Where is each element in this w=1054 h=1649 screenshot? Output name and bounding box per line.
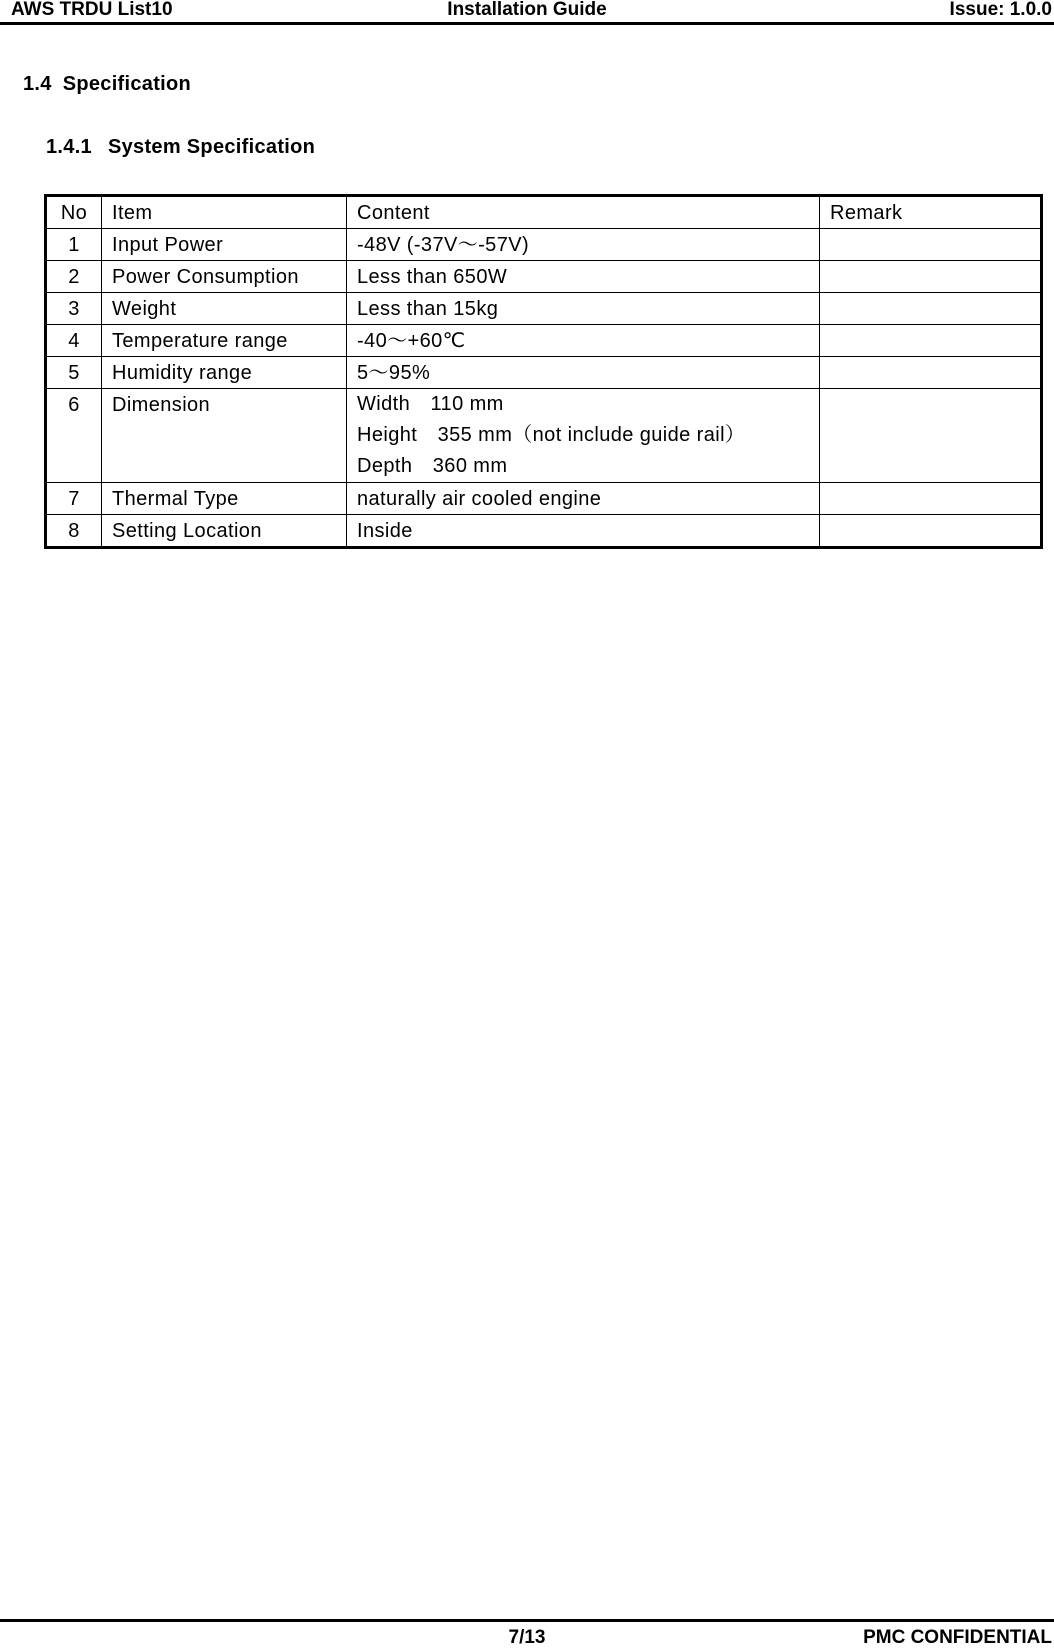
row-remark [820,389,1042,483]
row-no: 3 [46,293,102,325]
table-row [46,293,1042,325]
row-item: Weight [102,293,347,325]
row-remark [820,357,1042,389]
row-content: -40〜+60℃ [347,325,820,357]
section-heading [23,73,191,96]
row-remark [820,325,1042,357]
row-no: 7 [46,483,102,515]
row-no: 1 [46,229,102,261]
row-remark [820,515,1042,548]
table-row [46,261,1042,293]
row-content: Less than 650W [347,261,820,293]
row-item: Setting Location [102,515,347,548]
row-remark [820,483,1042,515]
row-content: Less than 15kg [347,293,820,325]
subsection-heading [46,136,315,159]
row-no: 4 [46,325,102,357]
header-product-name: AWS TRDU List10 [11,0,173,20]
dimension-height: Height 355 mm（not include guide rail） [357,424,746,446]
row-no: 6 [46,389,102,483]
column-header-content: Content [347,196,820,229]
row-content-dimensions [347,389,820,483]
footer-page-number: 7/13 [508,1627,546,1648]
table-header-row [46,196,1042,229]
row-remark [820,229,1042,261]
column-header-item: Item [102,196,347,229]
row-remark [820,293,1042,325]
header-document-title: Installation Guide [447,0,607,20]
footer-confidentiality: PMC CONFIDENTIAL [863,1627,1052,1648]
section-number: 1.4 [23,73,52,95]
row-no: 5 [46,357,102,389]
subsection-number: 1.4.1 [46,136,92,158]
table-row [46,483,1042,515]
table-row [46,389,1042,483]
dimension-width: Width 110 mm [357,393,504,415]
header-issue: Issue: 1.0.0 [949,0,1052,20]
section-title: Specification [62,73,192,95]
row-item: Temperature range [102,325,347,357]
table-row [46,357,1042,389]
subsection-title: System Specification [107,136,316,158]
row-remark [820,261,1042,293]
table-row [46,325,1042,357]
row-content: 5〜95% [347,357,820,389]
table-row [46,229,1042,261]
column-header-remark: Remark [820,196,1042,229]
row-item: Dimension [102,389,347,483]
row-content: Inside [347,515,820,548]
row-item: Thermal Type [102,483,347,515]
system-specification-table [44,194,1043,549]
row-content: -48V (-37V〜-57V) [347,229,820,261]
row-item: Power Consumption [102,261,347,293]
page-footer [0,1619,1054,1649]
dimension-depth: Depth 360 mm [357,455,508,477]
row-item: Humidity range [102,357,347,389]
row-no: 8 [46,515,102,548]
row-item: Input Power [102,229,347,261]
table-row [46,515,1042,548]
row-content: naturally air cooled engine [347,483,820,515]
column-header-no: No [46,196,102,229]
page-header [0,0,1054,25]
row-no: 2 [46,261,102,293]
